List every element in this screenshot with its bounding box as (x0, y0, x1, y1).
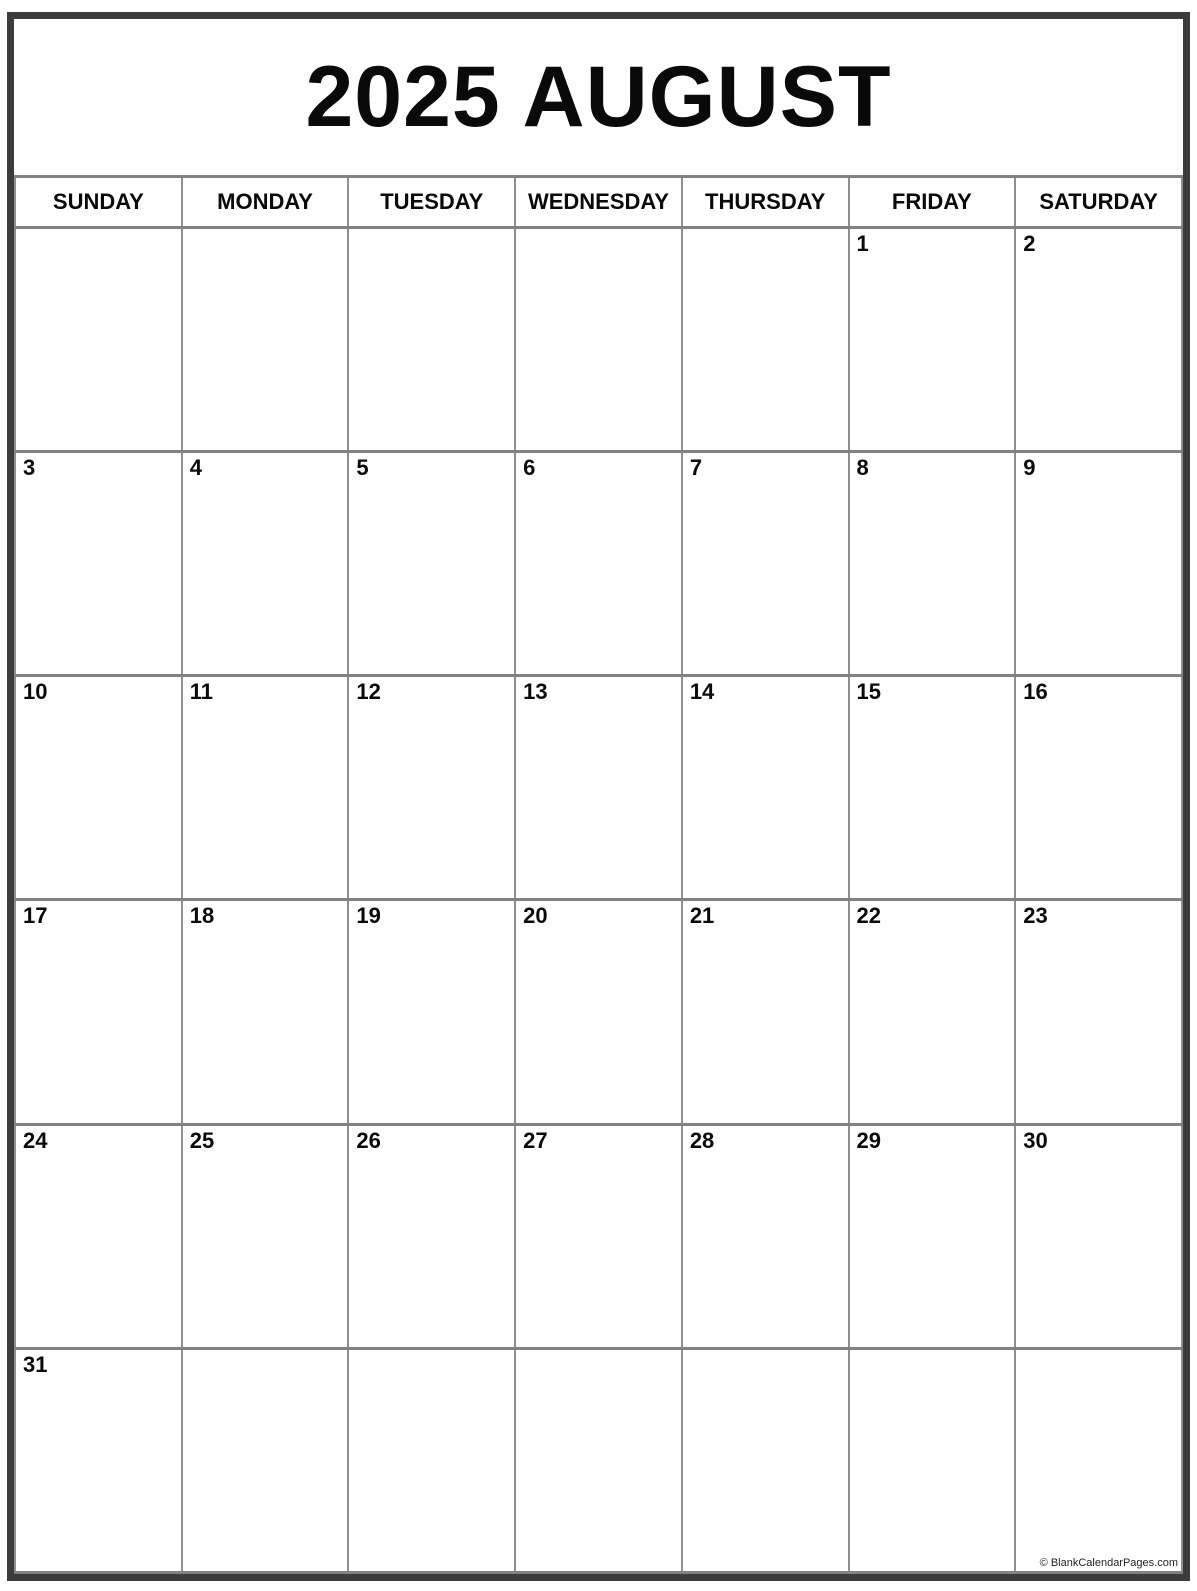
day-number (183, 1350, 348, 1353)
day-cell (182, 228, 349, 452)
day-cell (1015, 676, 1182, 900)
day-number: 14 (689, 679, 715, 705)
day-cell (515, 1124, 682, 1348)
day-number: 19 (356, 903, 381, 929)
day-number: 16 (1023, 679, 1048, 705)
day-number (850, 1350, 1015, 1353)
week-row (15, 1124, 1182, 1348)
day-number: 29 (856, 1127, 881, 1153)
day-cell (182, 900, 349, 1124)
day-number: 9 (1023, 455, 1036, 481)
day-cell (15, 1348, 182, 1572)
day-number: 8 (856, 455, 869, 481)
day-number (349, 1350, 514, 1353)
calendar (7, 12, 1190, 1581)
day-cell (15, 452, 182, 676)
site-credit: © BlankCalendarPages.com (1039, 1557, 1178, 1569)
calendar-grid (14, 175, 1183, 1574)
day-number: 13 (523, 679, 548, 705)
day-number: 20 (523, 903, 548, 929)
day-number: 24 (23, 1127, 48, 1153)
day-number (16, 229, 181, 232)
day-cell (1015, 228, 1182, 452)
day-cell (515, 1348, 682, 1572)
day-cell (348, 676, 515, 900)
week-row (15, 228, 1182, 452)
day-cell (515, 900, 682, 1124)
day-cell (15, 1124, 182, 1348)
day-number: 5 (356, 455, 369, 481)
day-cell (1015, 900, 1182, 1124)
day-number: 4 (189, 455, 202, 481)
day-cell (849, 452, 1016, 676)
day-cell (348, 228, 515, 452)
day-number (349, 229, 514, 232)
week-row (15, 900, 1182, 1124)
day-cell (682, 900, 849, 1124)
day-cell (1015, 1348, 1182, 1572)
weekday-header-tuesday: TUESDAY (348, 177, 515, 228)
weekday-header-monday: MONDAY (182, 177, 349, 228)
day-cell (682, 1124, 849, 1348)
day-number: 27 (523, 1127, 548, 1153)
day-cell (515, 452, 682, 676)
day-number: 11 (189, 679, 213, 705)
week-row (15, 1348, 1182, 1572)
day-number (683, 1350, 848, 1353)
day-number: 2 (1023, 231, 1036, 256)
calendar-title-bar (14, 19, 1183, 175)
day-number: 6 (523, 455, 536, 481)
day-cell (182, 1124, 349, 1348)
day-cell (182, 452, 349, 676)
day-cell (182, 676, 349, 900)
day-cell (15, 900, 182, 1124)
day-cell (1015, 452, 1182, 676)
day-cell (348, 1348, 515, 1572)
calendar-title: 2025 AUGUST (305, 48, 892, 145)
week-row (15, 676, 1182, 900)
day-cell (849, 676, 1016, 900)
day-number: 26 (356, 1127, 381, 1153)
day-number (1016, 1350, 1181, 1353)
day-number: 15 (856, 679, 881, 705)
day-number: 18 (189, 903, 215, 929)
day-cell (682, 1348, 849, 1572)
day-cell (849, 1348, 1016, 1572)
day-cell (348, 900, 515, 1124)
day-number: 3 (23, 455, 36, 481)
day-cell (849, 900, 1016, 1124)
day-number: 7 (689, 455, 703, 481)
weekday-header-wednesday: WEDNESDAY (515, 177, 682, 228)
weekday-header-sunday: SUNDAY (15, 177, 182, 228)
day-number (516, 229, 681, 232)
day-cell (15, 676, 182, 900)
day-cell (348, 1124, 515, 1348)
week-row (15, 452, 1182, 676)
day-number (183, 229, 348, 232)
day-number: 10 (23, 679, 48, 705)
day-number: 25 (189, 1127, 215, 1153)
weekday-header-thursday: THURSDAY (682, 177, 849, 228)
day-cell (682, 452, 849, 676)
weekday-header-row (15, 177, 1182, 228)
day-number (683, 229, 848, 232)
day-number: 23 (1023, 903, 1048, 929)
day-number: 28 (689, 1127, 715, 1153)
day-number: 31 (23, 1351, 48, 1377)
day-cell (849, 1124, 1016, 1348)
day-number: 21 (689, 903, 715, 929)
day-cell (682, 676, 849, 900)
day-number: 12 (356, 679, 381, 705)
day-cell (1015, 1124, 1182, 1348)
day-cell (849, 228, 1016, 452)
day-number: 22 (856, 903, 881, 929)
day-cell (15, 228, 182, 452)
weekday-header-saturday: SATURDAY (1015, 177, 1182, 228)
weekday-header-friday: FRIDAY (849, 177, 1016, 228)
day-cell (515, 676, 682, 900)
day-cell (182, 1348, 349, 1572)
day-cell (515, 228, 682, 452)
day-number: 1 (856, 231, 869, 256)
day-number: 30 (1023, 1127, 1048, 1153)
day-number (516, 1350, 681, 1353)
day-cell (682, 228, 849, 452)
day-number: 17 (23, 903, 48, 929)
day-cell (348, 452, 515, 676)
